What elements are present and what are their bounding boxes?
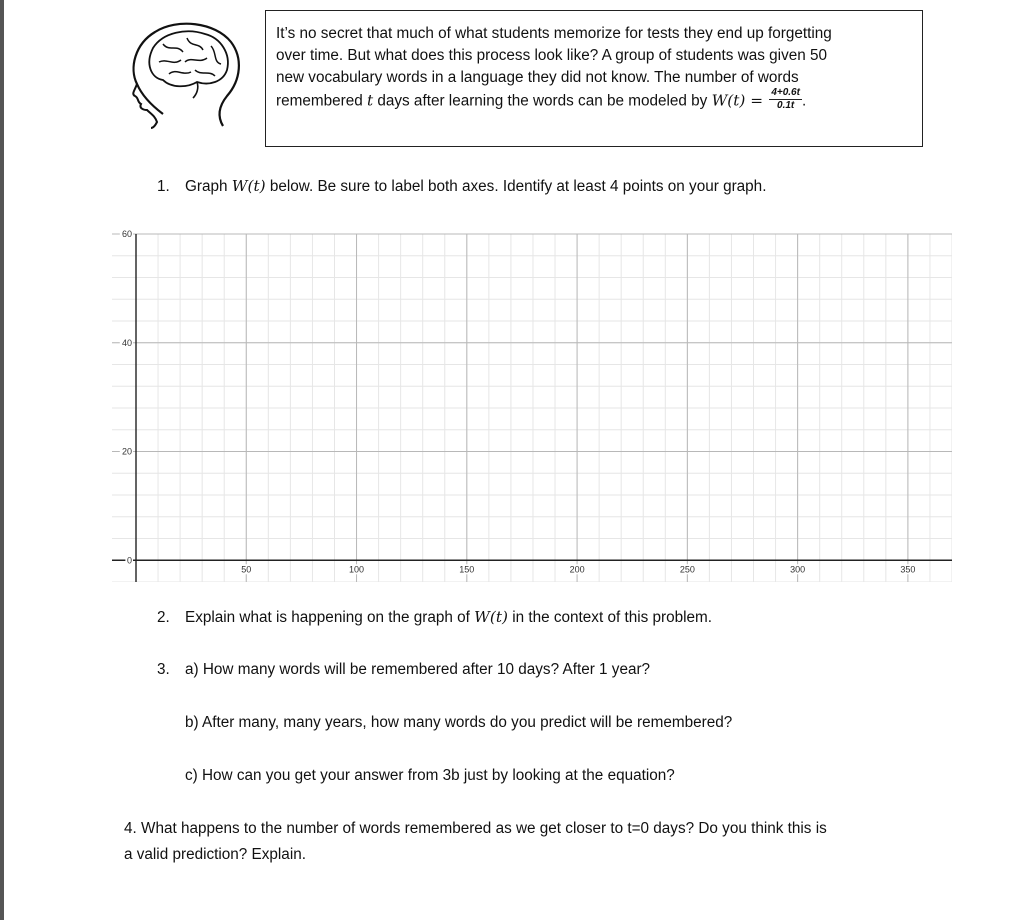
y-tick-label: 40 — [121, 337, 132, 348]
y-tick-label: 20 — [121, 446, 132, 457]
question-1-end: below. Be sure to label both axes. Identify at least 4 points on your graph. — [265, 178, 767, 195]
intro-line-3: new vocabulary words in a language they did not know. The number of words — [276, 69, 799, 86]
intro-period: . — [801, 92, 807, 110]
function-w-of-t: W(t) = — [711, 91, 764, 110]
problem-intro-box — [265, 10, 923, 147]
question-2-start: Explain what is happening on the graph of — [185, 609, 475, 626]
question-2-function: W(t) — [474, 608, 508, 626]
x-tick-label: 50 — [241, 564, 252, 575]
question-1-number: 1. — [157, 178, 170, 195]
x-tick-label: 100 — [349, 564, 365, 575]
model-fraction — [769, 87, 802, 112]
question-2 — [157, 606, 712, 629]
x-tick-label: 200 — [569, 564, 585, 575]
question-3b: b) After many, many years, how many words do you predict will be remembered? — [185, 714, 733, 731]
question-1-function: W(t) — [231, 177, 266, 195]
intro-line-4-start: remembered — [276, 92, 367, 110]
x-tick-label: 250 — [679, 564, 695, 575]
page-left-edge — [0, 0, 4, 920]
intro-line-4-mid: days after learning the words can be modeled by — [373, 92, 712, 110]
question-1 — [157, 175, 766, 198]
intro-line-2: over time. But what does this process look like? A group of students was given 50 — [276, 47, 827, 64]
blank-graph-grid — [112, 230, 952, 582]
x-tick-label: 300 — [790, 564, 806, 575]
question-4-line-1: 4. What happens to the number of words remembered as we get closer to t=0 days? Do you think this is — [124, 820, 827, 837]
fraction-numerator: 4+0.6t — [771, 87, 800, 98]
question-2-end: in the context of this problem. — [507, 609, 713, 626]
x-tick-label: 150 — [459, 564, 475, 575]
question-3-number: 3. — [157, 661, 170, 678]
question-2-number: 2. — [157, 609, 170, 626]
variable-t: t — [366, 91, 374, 110]
y-tick-label: 60 — [121, 230, 132, 239]
intro-line-1: It’s no secret that much of what students memorize for tests they end up forgetting — [276, 25, 832, 42]
fraction-denominator: 0.1t — [777, 100, 795, 111]
question-3a — [157, 659, 650, 681]
brain-head-icon — [125, 18, 245, 130]
question-4-line-2: a valid prediction? Explain. — [124, 846, 306, 863]
intro-line-4 — [276, 89, 912, 114]
question-3a-text: a) How many words will be remembered after 10 days? After 1 year? — [185, 661, 651, 678]
x-tick-label: 350 — [900, 564, 916, 575]
question-3c: c) How can you get your answer from 3b just by looking at the equation? — [185, 767, 675, 784]
y-tick-label: 0 — [126, 555, 132, 566]
question-1-start: Graph — [185, 178, 232, 195]
